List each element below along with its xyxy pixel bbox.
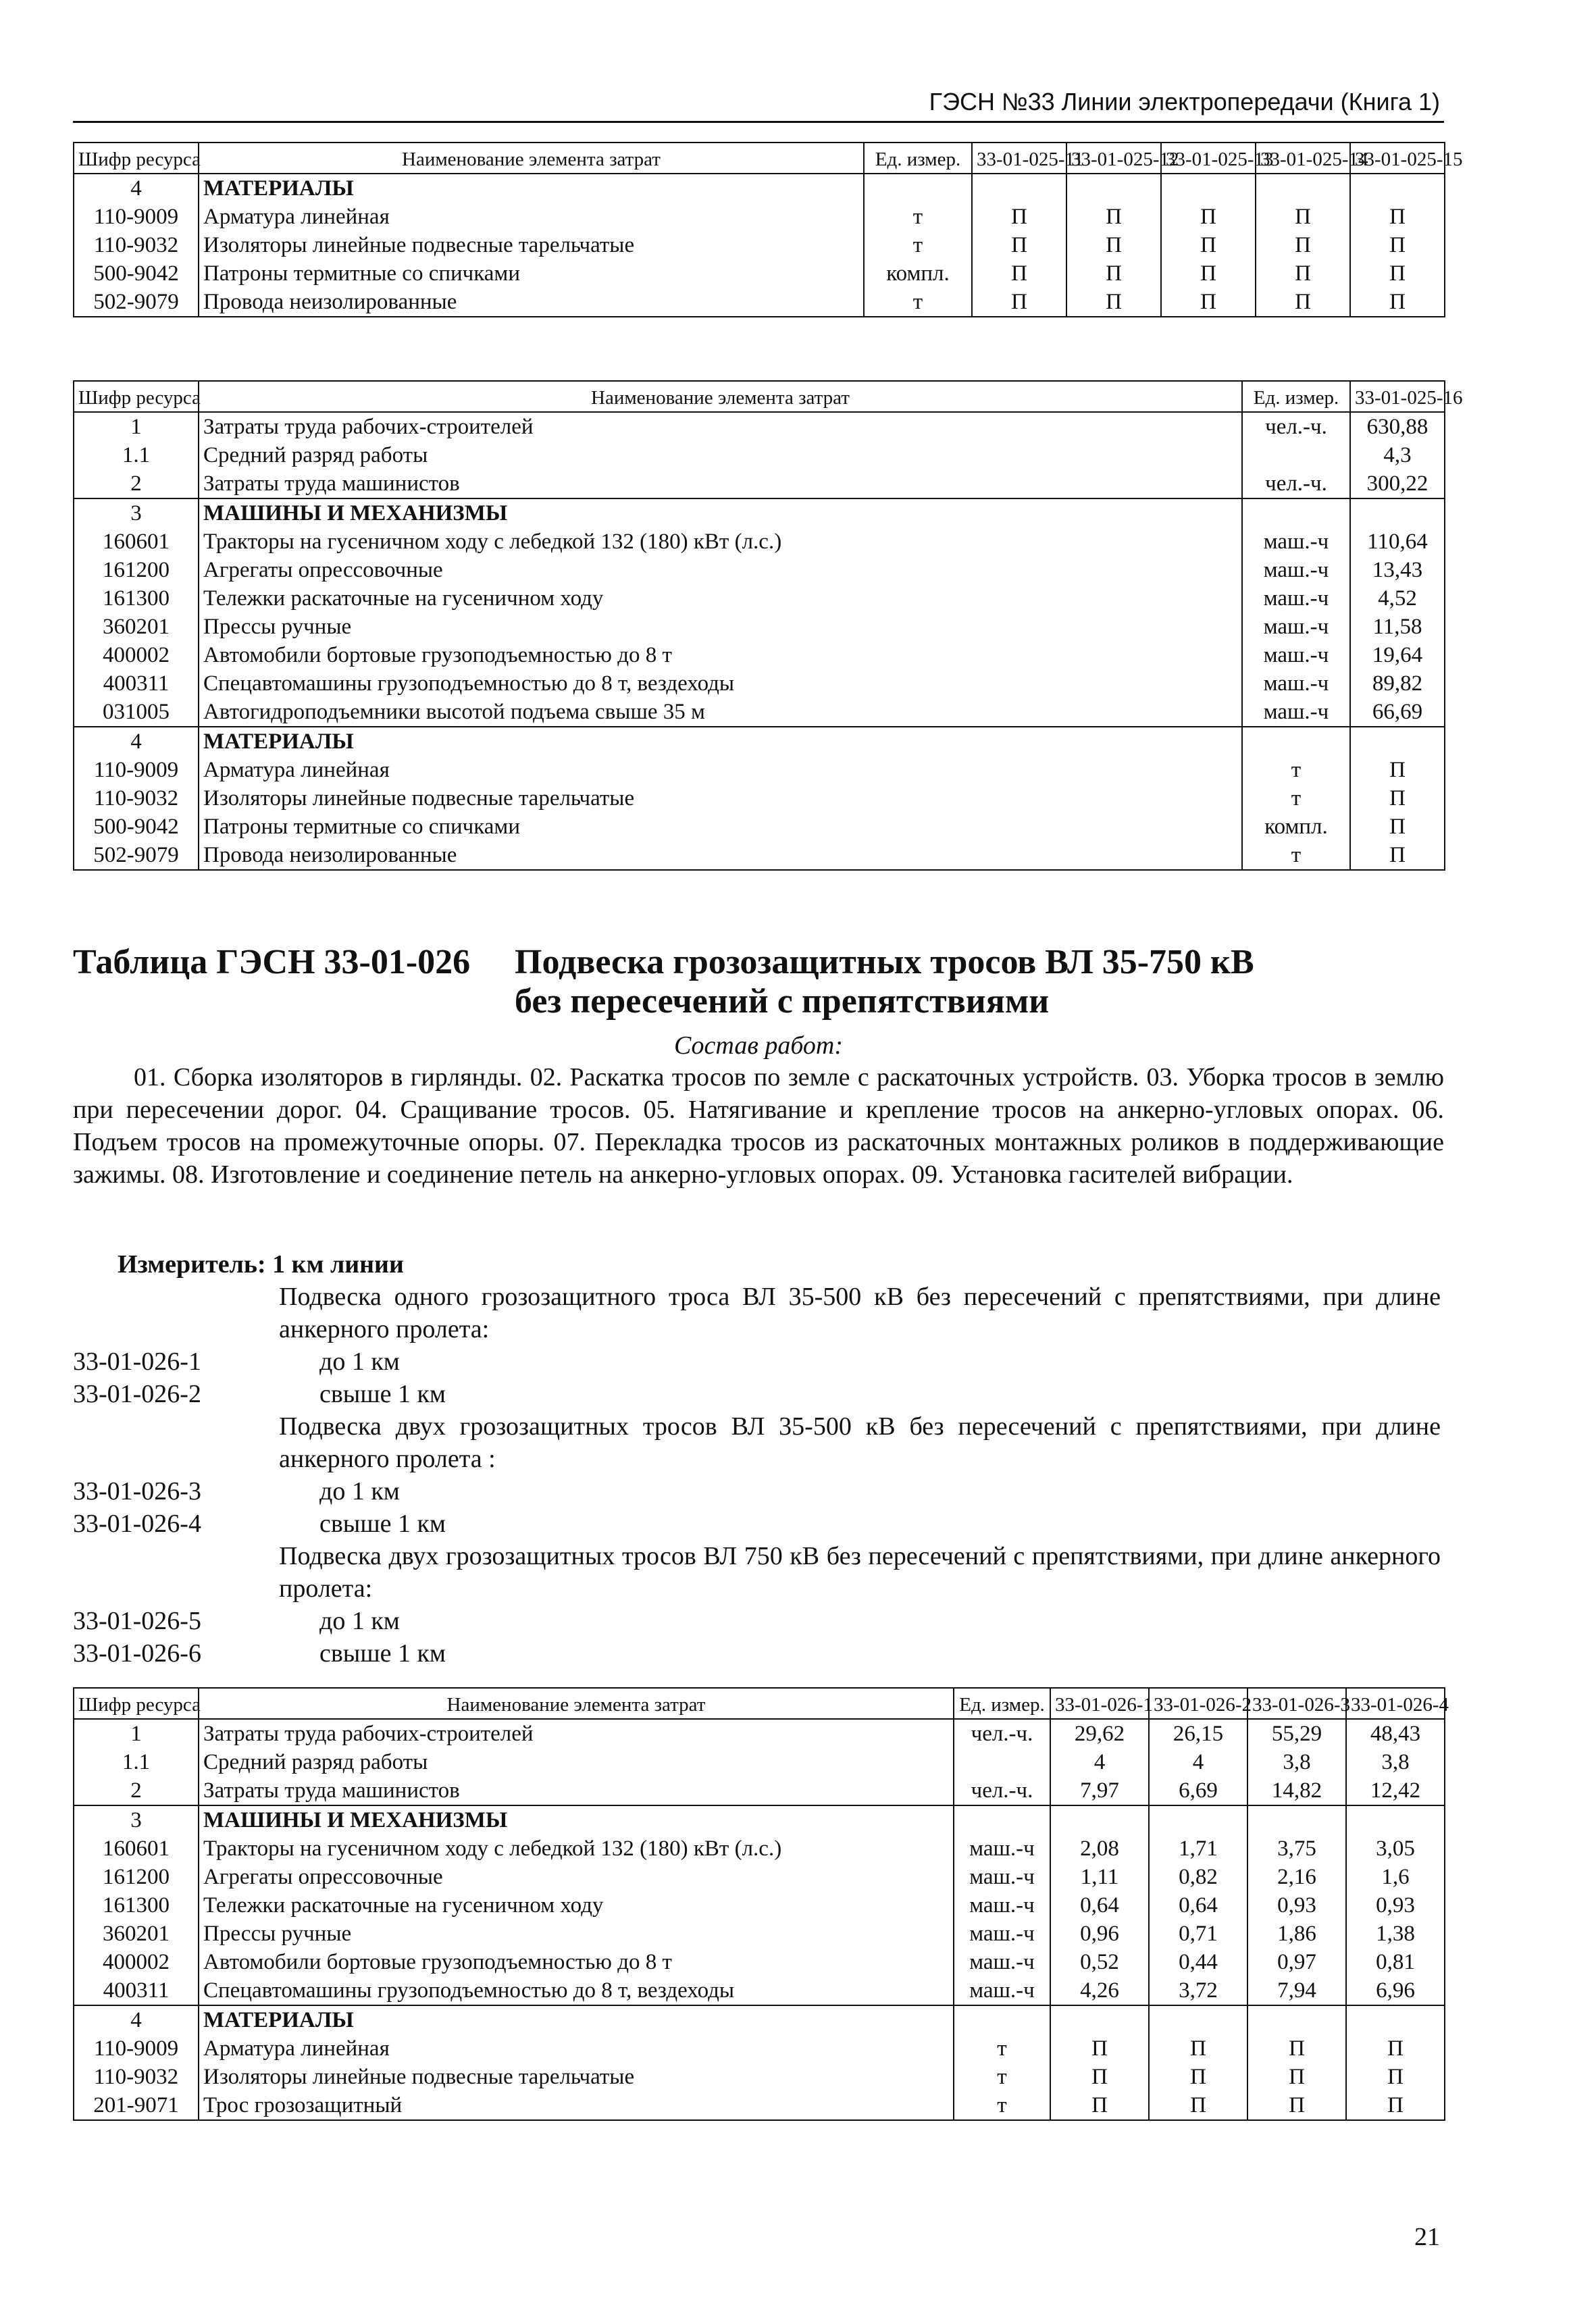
value-cell: П <box>1256 288 1350 317</box>
table-row <box>74 813 1445 841</box>
resource-code: 1 <box>74 1719 199 1748</box>
col-header-norm: 33-01-025-15 <box>1350 143 1445 174</box>
cost-item-name: Средний разряд работы <box>199 1748 954 1776</box>
value-cell: 0,64 <box>1050 1891 1149 1920</box>
value-cell <box>1149 1805 1247 1834</box>
norm-code: 33-01-026-6 <box>73 1639 201 1668</box>
resource-code: 161300 <box>74 584 199 613</box>
value-cell: П <box>1149 2034 1247 2063</box>
norm-condition: свыше 1 км <box>319 1380 446 1408</box>
value-cell: П <box>1066 203 1161 231</box>
value-cell: 89,82 <box>1350 669 1445 698</box>
resource-table-025-16 <box>73 380 1463 871</box>
header-row <box>74 1688 1445 1719</box>
value-cell: П <box>1066 288 1161 317</box>
value-cell: П <box>1247 2034 1346 2063</box>
resource-code: 161200 <box>74 556 199 584</box>
norm-condition: до 1 км <box>319 1607 400 1635</box>
norm-condition: свыше 1 км <box>319 1510 446 1538</box>
value-cell: П <box>1350 231 1445 259</box>
unit-cell: маш.-ч <box>954 1834 1050 1863</box>
cost-item-name: Арматура линейная <box>199 203 864 231</box>
value-cell: 0,97 <box>1247 1948 1346 1976</box>
value-cell: 0,96 <box>1050 1920 1149 1948</box>
norm-condition: до 1 км <box>319 1347 400 1376</box>
cost-item-name: Затраты труда машинистов <box>199 469 1242 498</box>
cost-item-name: Трос грозозащитный <box>199 2091 954 2120</box>
resource-code: 1 <box>74 412 199 441</box>
value-cell <box>1050 1805 1149 1834</box>
value-cell: 1,38 <box>1346 1920 1445 1948</box>
cost-item-name: Автомобили бортовые грузоподъемностью до 8 т <box>199 641 1242 669</box>
value-cell <box>972 174 1066 203</box>
cost-item-name: Спецавтомашины грузоподъемностью до 8 т, вездеходы <box>199 1976 954 2005</box>
resource-code: 502-9079 <box>74 841 199 870</box>
value-cell: 6,96 <box>1346 1976 1445 2005</box>
value-cell: П <box>1350 203 1445 231</box>
unit-cell: маш.-ч <box>1242 669 1350 698</box>
cost-item-name: МАШИНЫ И МЕХАНИЗМЫ <box>199 1805 954 1834</box>
unit-cell: маш.-ч <box>1242 584 1350 613</box>
value-cell: 300,22 <box>1350 469 1445 498</box>
value-cell: 0,81 <box>1346 1948 1445 1976</box>
value-cell: П <box>1050 2063 1149 2091</box>
value-cell: 110,64 <box>1350 528 1445 556</box>
value-cell: 3,8 <box>1346 1748 1445 1776</box>
unit-cell: чел.-ч. <box>1242 412 1350 441</box>
value-cell: П <box>1066 231 1161 259</box>
unit-cell <box>1242 498 1350 528</box>
table-row <box>74 1776 1445 1805</box>
cost-item-name: Автогидроподъемники высотой подъема свыше 35 м <box>199 698 1242 727</box>
cost-item-name: Агрегаты опрессовочные <box>199 556 1242 584</box>
resource-table-026-1-4 <box>73 1687 1449 2121</box>
table-title-line1: Подвеска грозозащитных тросов ВЛ 35-750 кВ <box>515 943 1254 981</box>
value-cell: 0,44 <box>1149 1948 1247 1976</box>
resource-code: 110-9032 <box>74 784 199 813</box>
cost-item-name: Прессы ручные <box>199 613 1242 641</box>
resource-code: 500-9042 <box>74 259 199 288</box>
unit-cell: т <box>864 203 972 231</box>
col-header-name: Наименование элемента затрат <box>199 1688 954 1719</box>
resource-code: 400002 <box>74 641 199 669</box>
unit-cell: маш.-ч <box>954 1891 1050 1920</box>
table-row <box>74 669 1445 698</box>
unit-cell: маш.-ч <box>1242 641 1350 669</box>
group-description: Подвеска двух грозозащитных тросов ВЛ 750 кВ без пересечений с препятствиями, при длине анкерного пролета: <box>279 1542 1441 1603</box>
resource-code: 4 <box>74 2005 199 2034</box>
table-row <box>74 1920 1445 1948</box>
value-cell: 19,64 <box>1350 641 1445 669</box>
resource-code: 110-9009 <box>74 203 199 231</box>
value-cell: П <box>972 259 1066 288</box>
cost-item-name: МАТЕРИАЛЫ <box>199 174 864 203</box>
unit-cell: маш.-ч <box>954 1920 1050 1948</box>
header-row <box>74 381 1445 412</box>
cost-item-name: Патроны термитные со спичками <box>199 259 864 288</box>
resource-code: 3 <box>74 1805 199 1834</box>
value-cell: 4 <box>1050 1748 1149 1776</box>
col-header-norm: 33-01-025-13 <box>1161 143 1256 174</box>
resource-code: 4 <box>74 174 199 203</box>
value-cell: 11,58 <box>1350 613 1445 641</box>
norm-code: 33-01-026-4 <box>73 1510 201 1538</box>
col-header-unit: Ед. измер. <box>954 1688 1050 1719</box>
value-cell: 4 <box>1149 1748 1247 1776</box>
value-cell: 3,75 <box>1247 1834 1346 1863</box>
resource-code: 400002 <box>74 1948 199 1976</box>
table-row <box>74 528 1445 556</box>
table-row <box>74 841 1445 870</box>
col-header-unit: Ед. измер. <box>1242 381 1350 412</box>
resource-code: 2 <box>74 469 199 498</box>
value-cell: 2,16 <box>1247 1863 1346 1891</box>
value-cell <box>1149 2005 1247 2034</box>
resource-code: 1.1 <box>74 441 199 469</box>
value-cell <box>1256 174 1350 203</box>
value-cell: П <box>1161 231 1256 259</box>
norm-condition: свыше 1 км <box>319 1639 446 1668</box>
table-row <box>74 756 1445 784</box>
norm-code: 33-01-026-5 <box>73 1607 201 1635</box>
table-row <box>74 1948 1445 1976</box>
value-cell: П <box>1256 231 1350 259</box>
resource-code: 201-9071 <box>74 2091 199 2120</box>
value-cell: 26,15 <box>1149 1719 1247 1748</box>
resource-code: 110-9009 <box>74 2034 199 2063</box>
value-cell: 13,43 <box>1350 556 1445 584</box>
value-cell: П <box>1247 2091 1346 2120</box>
value-cell: П <box>1346 2091 1445 2120</box>
page-number: 21 <box>1414 2223 1440 2251</box>
resource-code: 360201 <box>74 1920 199 1948</box>
value-cell: П <box>972 231 1066 259</box>
col-header-norm: 33-01-026-2 <box>1149 1688 1247 1719</box>
cost-item-name: Тележки раскаточные на гусеничном ходу <box>199 584 1242 613</box>
unit-cell: чел.-ч. <box>1242 469 1350 498</box>
cost-item-name: Затраты труда рабочих-строителей <box>199 412 1242 441</box>
norm-code: 33-01-026-3 <box>73 1477 201 1506</box>
cost-item-name: Изоляторы линейные подвесные тарельчатые <box>199 231 864 259</box>
unit-cell <box>1242 441 1350 469</box>
value-cell: 4,3 <box>1350 441 1445 469</box>
unit-cell: маш.-ч <box>1242 698 1350 727</box>
col-header-code: Шифр ресурса <box>74 1688 199 1719</box>
col-header-unit: Ед. измер. <box>864 143 972 174</box>
unit-cell <box>954 1748 1050 1776</box>
table-row <box>74 203 1445 231</box>
value-cell: 0,93 <box>1346 1891 1445 1920</box>
cost-item-name: Изоляторы линейные подвесные тарельчатые <box>199 2063 954 2091</box>
value-cell: 2,08 <box>1050 1834 1149 1863</box>
value-cell: П <box>1350 288 1445 317</box>
value-cell: 1,6 <box>1346 1863 1445 1891</box>
composition-text: 01. Сборка изоляторов в гирлянды. 02. Раскатка тросов по земле с раскаточных устройств. 03. Уборка тросов в землю при пересечении дорог. 04. Сращивание тросов. 05. Натягивание и крепление тросов на анкерно-угловых опорах. 06. Подъем тросов на промежуточные опоры. 07. Перекладка тросов из раскаточных монтажных роликов в поддерживающие зажимы. 08. Изготовление и соединение петель на анкерно-угловых опорах. 09. Установка гасителей вибрации. <box>73 1063 1444 1189</box>
resource-code: 031005 <box>74 698 199 727</box>
table-row <box>74 2091 1445 2120</box>
col-header-norm: 33-01-025-11 <box>972 143 1066 174</box>
running-title: ГЭСН №33 Линии электропередачи (Книга 1) <box>929 88 1440 115</box>
table-row <box>74 698 1445 727</box>
value-cell: 630,88 <box>1350 412 1445 441</box>
group-description: Подвеска одного грозозащитного троса ВЛ 35-500 кВ без пересечений с препятствиями, при длине анкерного пролета: <box>279 1283 1441 1343</box>
table-row <box>74 1748 1445 1776</box>
value-cell: П <box>1350 841 1445 870</box>
value-cell: 0,52 <box>1050 1948 1149 1976</box>
cost-item-name: МАТЕРИАЛЫ <box>199 2005 954 2034</box>
table-row <box>74 584 1445 613</box>
value-cell: 1,11 <box>1050 1863 1149 1891</box>
value-cell: 1,71 <box>1149 1834 1247 1863</box>
value-cell <box>1247 2005 1346 2034</box>
value-cell <box>1247 1805 1346 1834</box>
resource-code: 110-9009 <box>74 756 199 784</box>
table-row <box>74 441 1445 469</box>
resource-code: 2 <box>74 1776 199 1805</box>
unit-cell: маш.-ч <box>1242 528 1350 556</box>
resource-code: 3 <box>74 498 199 528</box>
col-header-norm: 33-01-026-4 <box>1346 1688 1445 1719</box>
value-cell: 48,43 <box>1346 1719 1445 1748</box>
unit-cell: маш.-ч <box>1242 613 1350 641</box>
cost-item-name: МАТЕРИАЛЫ <box>199 727 1242 756</box>
resource-code: 161300 <box>74 1891 199 1920</box>
table-row <box>74 641 1445 669</box>
value-cell: П <box>1350 259 1445 288</box>
table-row <box>74 556 1445 584</box>
resource-code: 110-9032 <box>74 231 199 259</box>
value-cell: 0,71 <box>1149 1920 1247 1948</box>
value-cell <box>1350 498 1445 528</box>
resource-code: 400311 <box>74 1976 199 2005</box>
table-row <box>74 1834 1445 1863</box>
cost-item-name: Агрегаты опрессовочные <box>199 1863 954 1891</box>
value-cell: 3,72 <box>1149 1976 1247 2005</box>
resource-code: 4 <box>74 727 199 756</box>
resource-code: 500-9042 <box>74 813 199 841</box>
value-cell: 29,62 <box>1050 1719 1149 1748</box>
value-cell <box>1350 727 1445 756</box>
cost-item-name: Арматура линейная <box>199 2034 954 2063</box>
table-row <box>74 231 1445 259</box>
unit-cell: чел.-ч. <box>954 1719 1050 1748</box>
section-row <box>74 2005 1445 2034</box>
value-cell: 6,69 <box>1149 1776 1247 1805</box>
table-label: Таблица ГЭСН 33-01-026 <box>73 943 471 981</box>
value-cell <box>1066 174 1161 203</box>
resource-code: 110-9032 <box>74 2063 199 2091</box>
cost-item-name: Тележки раскаточные на гусеничном ходу <box>199 1891 954 1920</box>
unit-cell: т <box>954 2091 1050 2120</box>
cost-item-name: Тракторы на гусеничном ходу с лебедкой 132 (180) кВт (л.с.) <box>199 528 1242 556</box>
header-row <box>74 143 1445 174</box>
value-cell: 0,82 <box>1149 1863 1247 1891</box>
table-row <box>74 2063 1445 2091</box>
cost-item-name: Провода неизолированные <box>199 841 1242 870</box>
value-cell: 3,05 <box>1346 1834 1445 1863</box>
table-row <box>74 784 1445 813</box>
value-cell: П <box>1161 288 1256 317</box>
value-cell: П <box>1247 2063 1346 2091</box>
section-row <box>74 1805 1445 1834</box>
col-header-norm: 33-01-025-16 <box>1350 381 1445 412</box>
table-row <box>74 469 1445 498</box>
value-cell <box>1050 2005 1149 2034</box>
unit-cell: маш.-ч <box>954 1976 1050 2005</box>
section-row <box>74 498 1445 528</box>
table-row <box>74 613 1445 641</box>
value-cell: П <box>1350 784 1445 813</box>
value-cell: П <box>1346 2034 1445 2063</box>
table-row <box>74 1719 1445 1748</box>
value-cell: П <box>1161 259 1256 288</box>
unit-cell: т <box>954 2063 1050 2091</box>
col-header-norm: 33-01-026-3 <box>1247 1688 1346 1719</box>
cost-item-name: Тракторы на гусеничном ходу с лебедкой 132 (180) кВт (л.с.) <box>199 1834 954 1863</box>
value-cell: П <box>972 288 1066 317</box>
value-cell: П <box>1050 2034 1149 2063</box>
cost-item-name: Автомобили бортовые грузоподъемностью до 8 т <box>199 1948 954 1976</box>
unit-cell: т <box>1242 784 1350 813</box>
unit-cell: компл. <box>864 259 972 288</box>
unit-cell <box>1242 727 1350 756</box>
norm-condition: до 1 км <box>319 1477 400 1506</box>
table-row <box>74 2034 1445 2063</box>
col-header-code: Шифр ресурса <box>74 381 199 412</box>
unit-cell: маш.-ч <box>954 1863 1050 1891</box>
value-cell: П <box>1161 203 1256 231</box>
resource-code: 400311 <box>74 669 199 698</box>
unit-cell <box>954 2005 1050 2034</box>
value-cell: 0,93 <box>1247 1891 1346 1920</box>
section-row <box>74 174 1445 203</box>
unit-cell: т <box>1242 756 1350 784</box>
cost-item-name: Средний разряд работы <box>199 441 1242 469</box>
unit-cell: т <box>1242 841 1350 870</box>
unit-cell <box>864 174 972 203</box>
table-row <box>74 288 1445 317</box>
value-cell: 66,69 <box>1350 698 1445 727</box>
table-row <box>74 259 1445 288</box>
value-cell: 3,8 <box>1247 1748 1346 1776</box>
unit-cell: т <box>864 288 972 317</box>
cost-item-name: Арматура линейная <box>199 756 1242 784</box>
resource-code: 160601 <box>74 528 199 556</box>
norm-code: 33-01-026-1 <box>73 1347 201 1376</box>
col-header-norm: 33-01-025-14 <box>1256 143 1350 174</box>
composition-heading: Состав работ: <box>673 1031 844 1060</box>
table-row <box>74 412 1445 441</box>
resource-code: 360201 <box>74 613 199 641</box>
value-cell <box>1350 174 1445 203</box>
col-header-name: Наименование элемента затрат <box>199 381 1242 412</box>
table-title-line2: без пересечений с препятствиями <box>515 982 1050 1021</box>
resource-code: 1.1 <box>74 1748 199 1776</box>
value-cell: П <box>972 203 1066 231</box>
value-cell: П <box>1350 756 1445 784</box>
value-cell <box>1346 1805 1445 1834</box>
cost-item-name: Провода неизолированные <box>199 288 864 317</box>
col-header-norm: 33-01-026-1 <box>1050 1688 1149 1719</box>
value-cell: 4,26 <box>1050 1976 1149 2005</box>
value-cell: 1,86 <box>1247 1920 1346 1948</box>
table-row <box>74 1976 1445 2005</box>
value-cell: П <box>1350 813 1445 841</box>
value-cell: П <box>1149 2091 1247 2120</box>
col-header-norm: 33-01-025-12 <box>1066 143 1161 174</box>
unit-cell <box>954 1805 1050 1834</box>
unit-cell: маш.-ч <box>954 1948 1050 1976</box>
cost-item-name: Изоляторы линейные подвесные тарельчатые <box>199 784 1242 813</box>
value-cell: 0,64 <box>1149 1891 1247 1920</box>
group-description: Подвеска двух грозозащитных тросов ВЛ 35-500 кВ без пересечений с препятствиями, при длине анкерного пролета : <box>279 1412 1441 1473</box>
running-header <box>73 83 1444 123</box>
cost-item-name: Прессы ручные <box>199 1920 954 1948</box>
cost-item-name: МАШИНЫ И МЕХАНИЗМЫ <box>199 498 1242 528</box>
unit-cell: т <box>954 2034 1050 2063</box>
resource-code: 160601 <box>74 1834 199 1863</box>
measure-unit: Измеритель: 1 км линии <box>118 1250 404 1279</box>
value-cell <box>1161 174 1256 203</box>
cost-item-name: Затраты труда машинистов <box>199 1776 954 1805</box>
col-header-code: Шифр ресурса <box>74 143 199 174</box>
value-cell: П <box>1066 259 1161 288</box>
resource-code: 502-9079 <box>74 288 199 317</box>
cost-item-name: Патроны термитные со спичками <box>199 813 1242 841</box>
col-header-name: Наименование элемента затрат <box>199 143 864 174</box>
resource-table-025-11-15 <box>73 142 1463 317</box>
cost-item-name: Затраты труда рабочих-строителей <box>199 1719 954 1748</box>
resource-code: 161200 <box>74 1863 199 1891</box>
table-row <box>74 1891 1445 1920</box>
value-cell: 7,97 <box>1050 1776 1149 1805</box>
unit-cell: маш.-ч <box>1242 556 1350 584</box>
value-cell: 7,94 <box>1247 1976 1346 2005</box>
value-cell: 55,29 <box>1247 1719 1346 1748</box>
value-cell: 4,52 <box>1350 584 1445 613</box>
table-row <box>74 1863 1445 1891</box>
unit-cell: компл. <box>1242 813 1350 841</box>
value-cell: 14,82 <box>1247 1776 1346 1805</box>
norm-code: 33-01-026-2 <box>73 1380 201 1408</box>
value-cell: П <box>1149 2063 1247 2091</box>
cost-item-name: Спецавтомашины грузоподъемностью до 8 т, вездеходы <box>199 669 1242 698</box>
value-cell: П <box>1256 203 1350 231</box>
unit-cell: чел.-ч. <box>954 1776 1050 1805</box>
value-cell: П <box>1256 259 1350 288</box>
value-cell: П <box>1346 2063 1445 2091</box>
value-cell <box>1346 2005 1445 2034</box>
value-cell: 12,42 <box>1346 1776 1445 1805</box>
section-row <box>74 727 1445 756</box>
value-cell: П <box>1050 2091 1149 2120</box>
unit-cell: т <box>864 231 972 259</box>
